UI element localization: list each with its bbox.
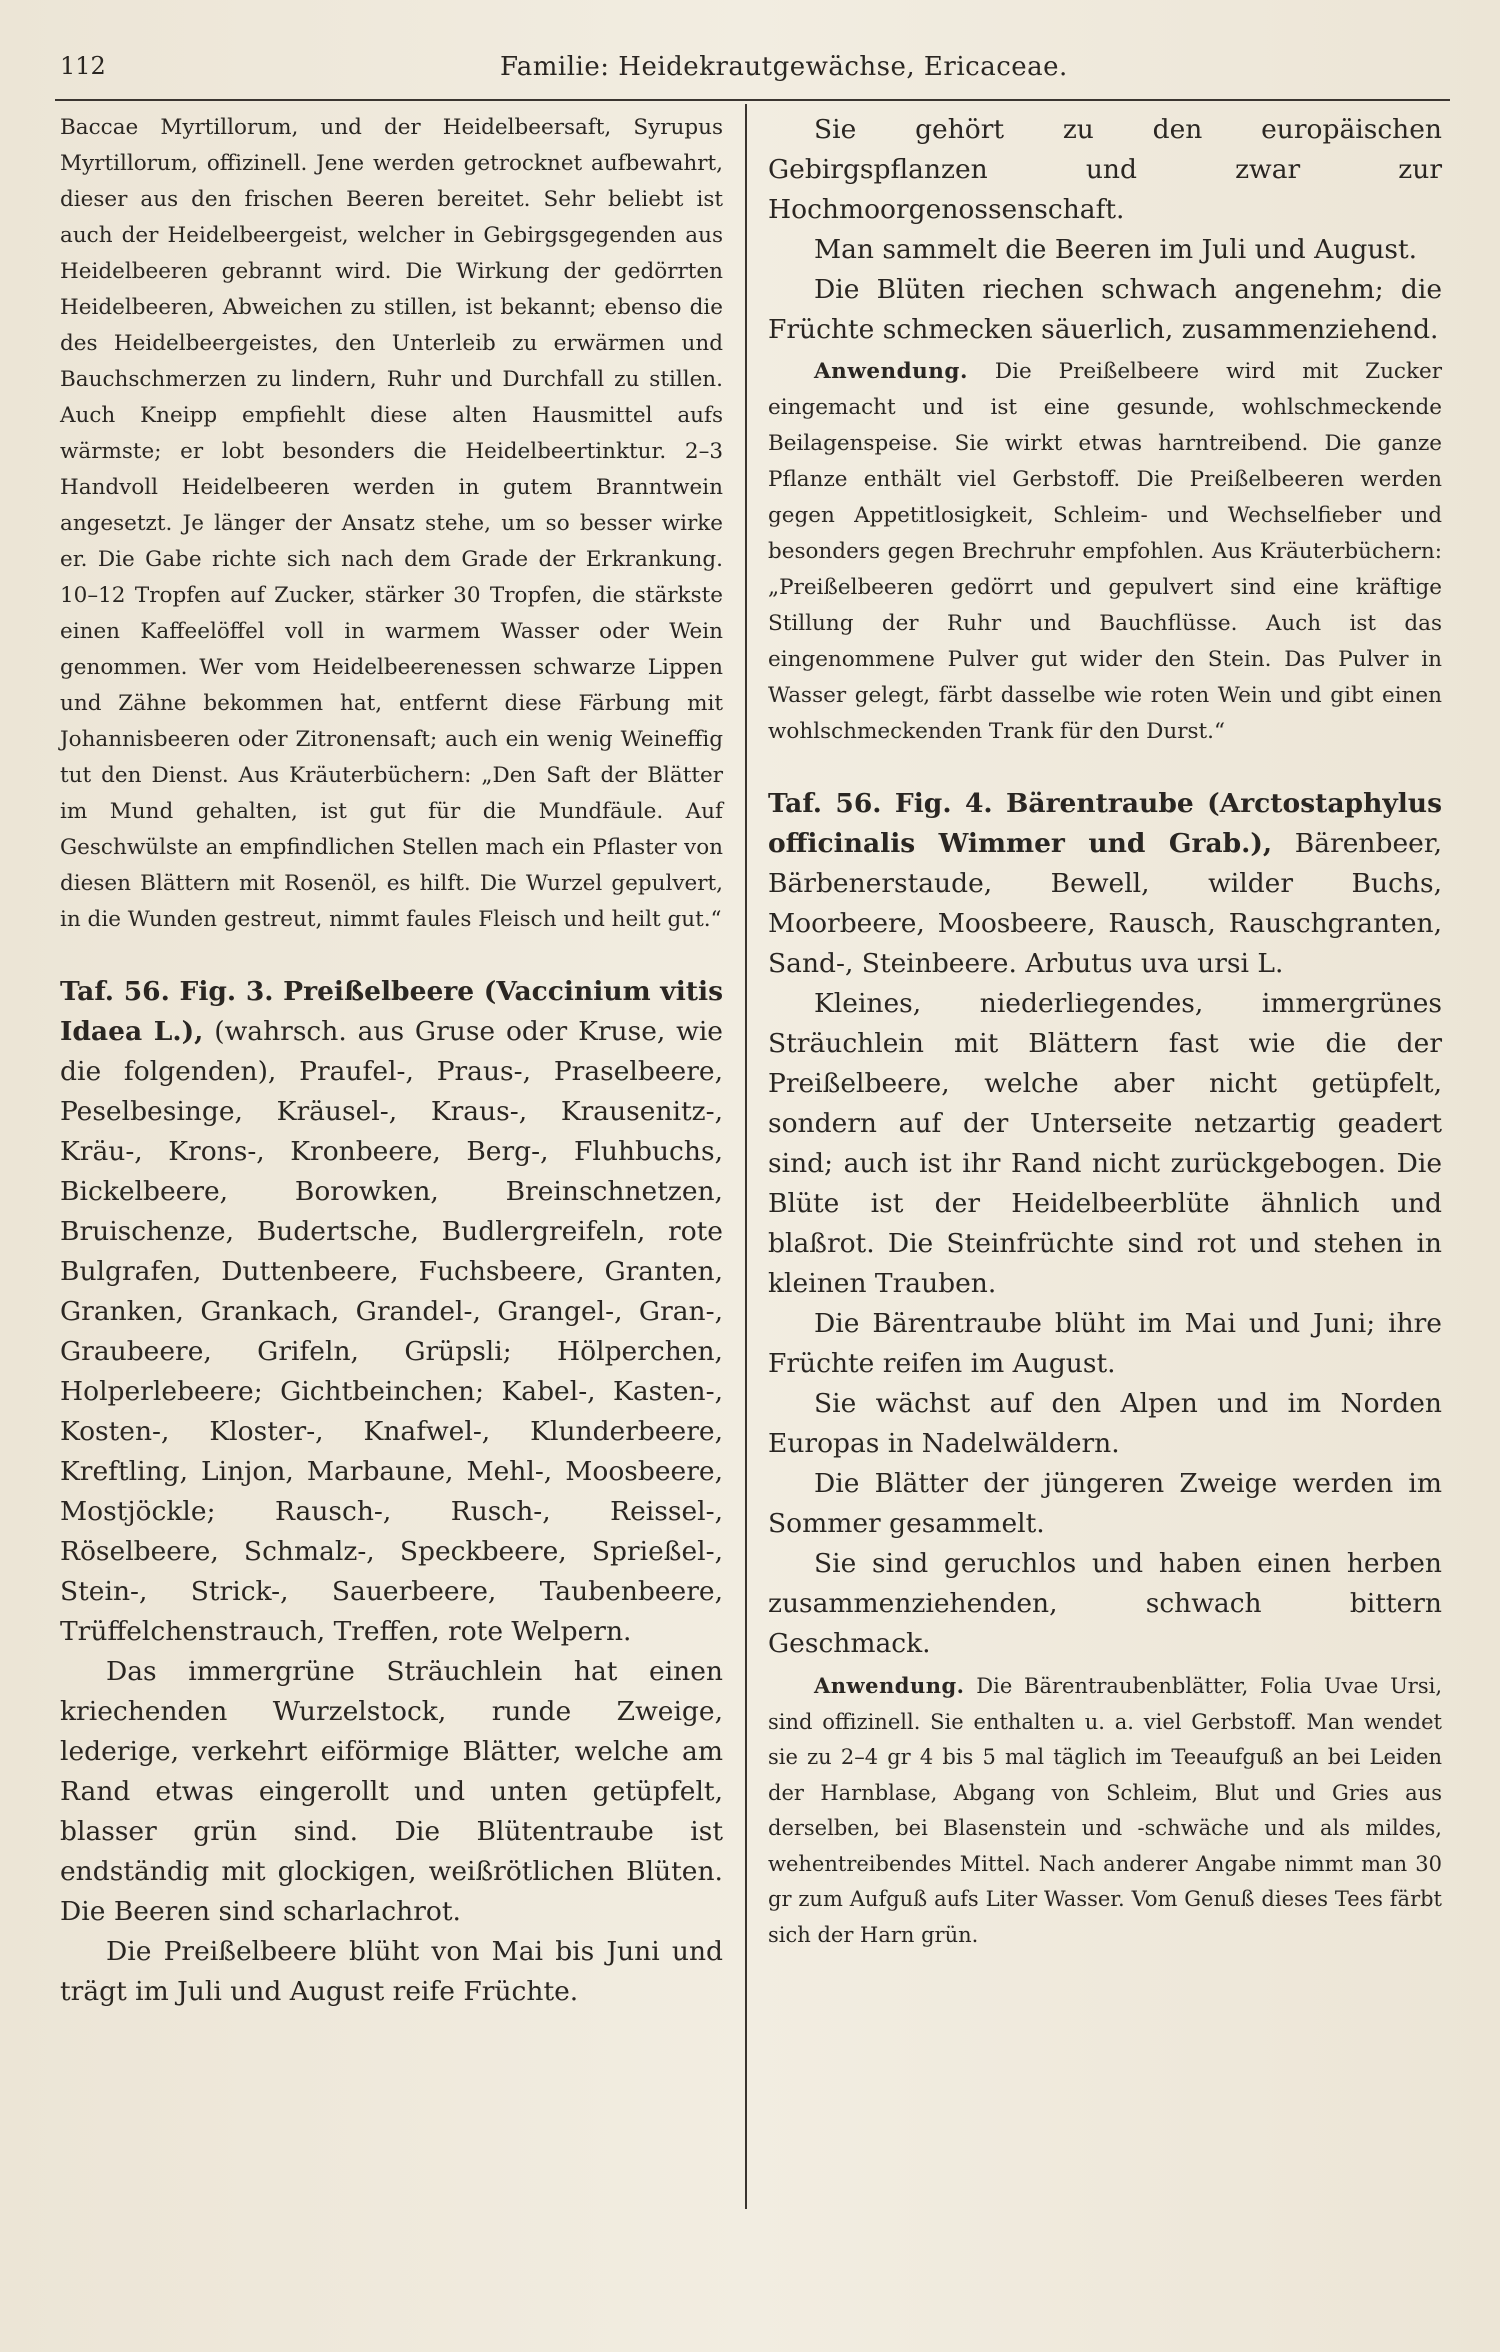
anwendung-text-2: Die Bärentraubenblätter, Folia Uvae Ursi, sind offizinell. Sie enthalten u. a. viel Gerbstoff. Man wendet sie zu 2–4 gr 4 bis 5 mal täglich im Teeaufguß an bei Leiden der Harnblase, Abgang von Schleim, Blut und Gries aus derselben, bei Blasenstein und -schwäche und als mildes, wehentreibendes Mittel. Nach anderer Angabe nimmt man 30 gr zum Aufguß aufs Liter Wasser. Vom Genuß dieses Tees färbt sich der Harn grün. <box>768 1674 1442 1947</box>
right-paragraph-9: Die Blätter der jüngeren Zweige werden im Sommer gesammelt. <box>768 1468 1442 1539</box>
anwendung-label-2: Anwendung. <box>814 1673 965 1698</box>
left-paragraph-1: Baccae Myrtillorum, und der Heidelbeersaft, Syrupus Myrtillorum, offizinell. Jene werden getrocknet aufbewahrt, dieser aus den frischen Beeren bereitet. Sehr beliebt ist auch der Heidelbeergeist, welcher in Gebirgsgegenden aus Heidelbeeren gebrannt wird. Die Wirkung der gedörrten Heidelbeeren, Abweichen zu stillen, ist bekannt; ebenso die des Heidelbeergeistes, den Unterleib zu erwärmen und Bauchschmerzen zu lindern, Ruhr und Durchfall zu stillen. Auch Kneipp empfiehlt diese alten Hausmittel aufs wärmste; er lobt besonders die Heidelbeertinktur. 2–3 Handvoll Heidelbeeren werden in gutem Branntwein angesetzt. Je länger der Ansatz stehe, um so besser wirke er. Die Gabe richte sich nach dem Grade der Erkrankung. 10–12 Tropfen auf Zucker, stärker 30 Tropfen, die stärkste einen Kaffeelöffel voll in warmem Wasser oder Wein genommen. Wer vom Heidelbeerenessen schwarze Lippen und Zähne bekommen hat, entfernt diese Färbung mit Johannisbeeren oder Zitronensaft; auch ein wenig Weineffig tut den Dienst. Aus Kräuterbüchern: „Den Saft der Blätter im Mund gehalten, ist gut für die Mundfäule. Auf Geschwülste an empfindlichen Stellen mach ein Pflaster von diesen Blättern mit Rosenöl, es hilft. Die Wurzel gepulvert, in die Wunden gestreut, nimmt faules Fleisch und heilt gut.“ <box>60 115 723 932</box>
heading-fig4-names: Bärenbeer, Bärbenerstaude, Bewell, wilder Buchs, Moorbeere, Moosbeere, Rausch, Rauschgranten, Sand-, Steinbeere. Arbutus uva ursi L. <box>768 828 1442 979</box>
right-column <box>768 110 1442 1953</box>
anwendung-label-1: Anwendung. <box>814 359 968 384</box>
right-paragraph-1: Sie gehört zu den europäischen Gebirgspflanzen und zwar zur Hochmoorgenossenschaft. <box>768 114 1442 225</box>
left-paragraph-3: Das immergrüne Sträuchlein hat einen kriechenden Wurzelstock, runde Zweige, lederige, verkehrt eiförmige Blätter, welche am Rand etwas eingerollt und unten getüpfelt, blasser grün sind. Die Blütentraube ist endständig mit glockigen, weißrötlichen Blüten. Die Beeren sind scharlachrot. <box>60 1656 723 1927</box>
left-column <box>60 110 723 2012</box>
right-paragraph-2: Man sammelt die Beeren im Juli und August. <box>814 234 1418 265</box>
heading-fig4-lead: Taf. 56. Fig. 4. Bärentraube (Arctostaphylus officinalis Wimmer und Grab.), <box>768 788 1442 859</box>
right-paragraph-11 <box>768 1668 1442 1953</box>
header-rule <box>55 99 1450 101</box>
running-title: Familie: Heidekrautgewächse, Ericaceae. <box>500 52 1068 82</box>
heading-fig3-names: (wahrsch. aus Gruse oder Kruse, wie die folgenden), Praufel-, Praus-, Praselbeere, Peselbesinge, Kräusel-, Kraus-, Krausenitz-, Kräu-, Krons-, Kronbeere, Berg-, Fluhbuchs, Bickelbeere, Borowken, Breinschnetzen, Bruischenze, Budertsche, Budlergreifeln, rote Bulgrafen, Duttenbeere, Fuchsbeere, Granten, Granken, Grankach, Grandel-, Grangel-, Gran-, Graubeere, Grifeln, Grüpsli; Hölperchen, Holperlebeere; Gichtbeinchen; Kabel-, Kasten-, Kosten-, Kloster-, Knafwel-, Klunderbeere, Kreftling, Linjon, Marbaune, Mehl-, Moosbeere, Mostjöckle; Rausch-, Rusch-, Reissel-, Röselbeere, Schmalz-, Speckbeere, Sprießel-, Stein-, Strick-, Sauerbeere, Taubenbeere, Trüffelchenstrauch, Treffen, rote Welpern. <box>60 1016 723 1647</box>
right-paragraph-4 <box>768 354 1442 750</box>
page-number: 112 <box>60 52 106 80</box>
section-heading-fig3 <box>60 972 723 1652</box>
column-divider <box>745 104 747 2209</box>
right-paragraph-8: Sie wächst auf den Alpen und im Norden Europas in Nadelwäldern. <box>768 1388 1442 1459</box>
right-paragraph-10: Sie sind geruchlos und haben einen herben zusammenziehenden, schwach bittern Geschmack. <box>768 1548 1442 1659</box>
left-paragraph-4: Die Preißelbeere blüht von Mai bis Juni und trägt im Juli und August reife Früchte. <box>60 1936 723 2007</box>
right-paragraph-3: Die Blüten riechen schwach angenehm; die Früchte schmecken säuerlich, zusammenziehend. <box>768 274 1442 345</box>
section-heading-fig4 <box>768 784 1442 984</box>
running-header <box>60 52 1445 92</box>
right-paragraph-7: Die Bärentraube blüht im Mai und Juni; ihre Früchte reifen im August. <box>768 1308 1442 1379</box>
anwendung-text-1: Die Preißelbeere wird mit Zucker eingemacht und ist eine gesunde, wohlschmeckende Beilagenspeise. Sie wirkt etwas harntreibend. Die ganze Pflanze enthält viel Gerbstoff. Die Preißelbeeren werden gegen Appetitlosigkeit, Schleim- und Wechselfieber und besonders gegen Brechruhr empfohlen. Aus Kräuterbüchern: „Preißelbeeren gedörrt und gepulvert sind eine kräftige Stillung der Ruhr und Bauchflüsse. Auch ist das eingenommene Pulver gut wider den Stein. Das Pulver in Wasser gelegt, färbt dasselbe wie roten Wein und gibt einen wohlschmeckenden Trank für den Durst.“ <box>768 359 1442 744</box>
right-paragraph-6: Kleines, niederliegendes, immergrünes Sträuchlein mit Blättern fast wie die der Preißelbeere, welche aber nicht getüpfelt, sondern auf der Unterseite netzartig geadert sind; auch ist ihr Rand nicht zurückgebogen. Die Blüte ist der Heidelbeerblüte ähnlich und blaßrot. Die Steinfrüchte sind rot und stehen in kleinen Trauben. <box>768 988 1442 1299</box>
heading-fig3-lead: Taf. 56. Fig. 3. Preißelbeere (Vaccinium vitis Idaea L.), <box>60 976 723 1047</box>
